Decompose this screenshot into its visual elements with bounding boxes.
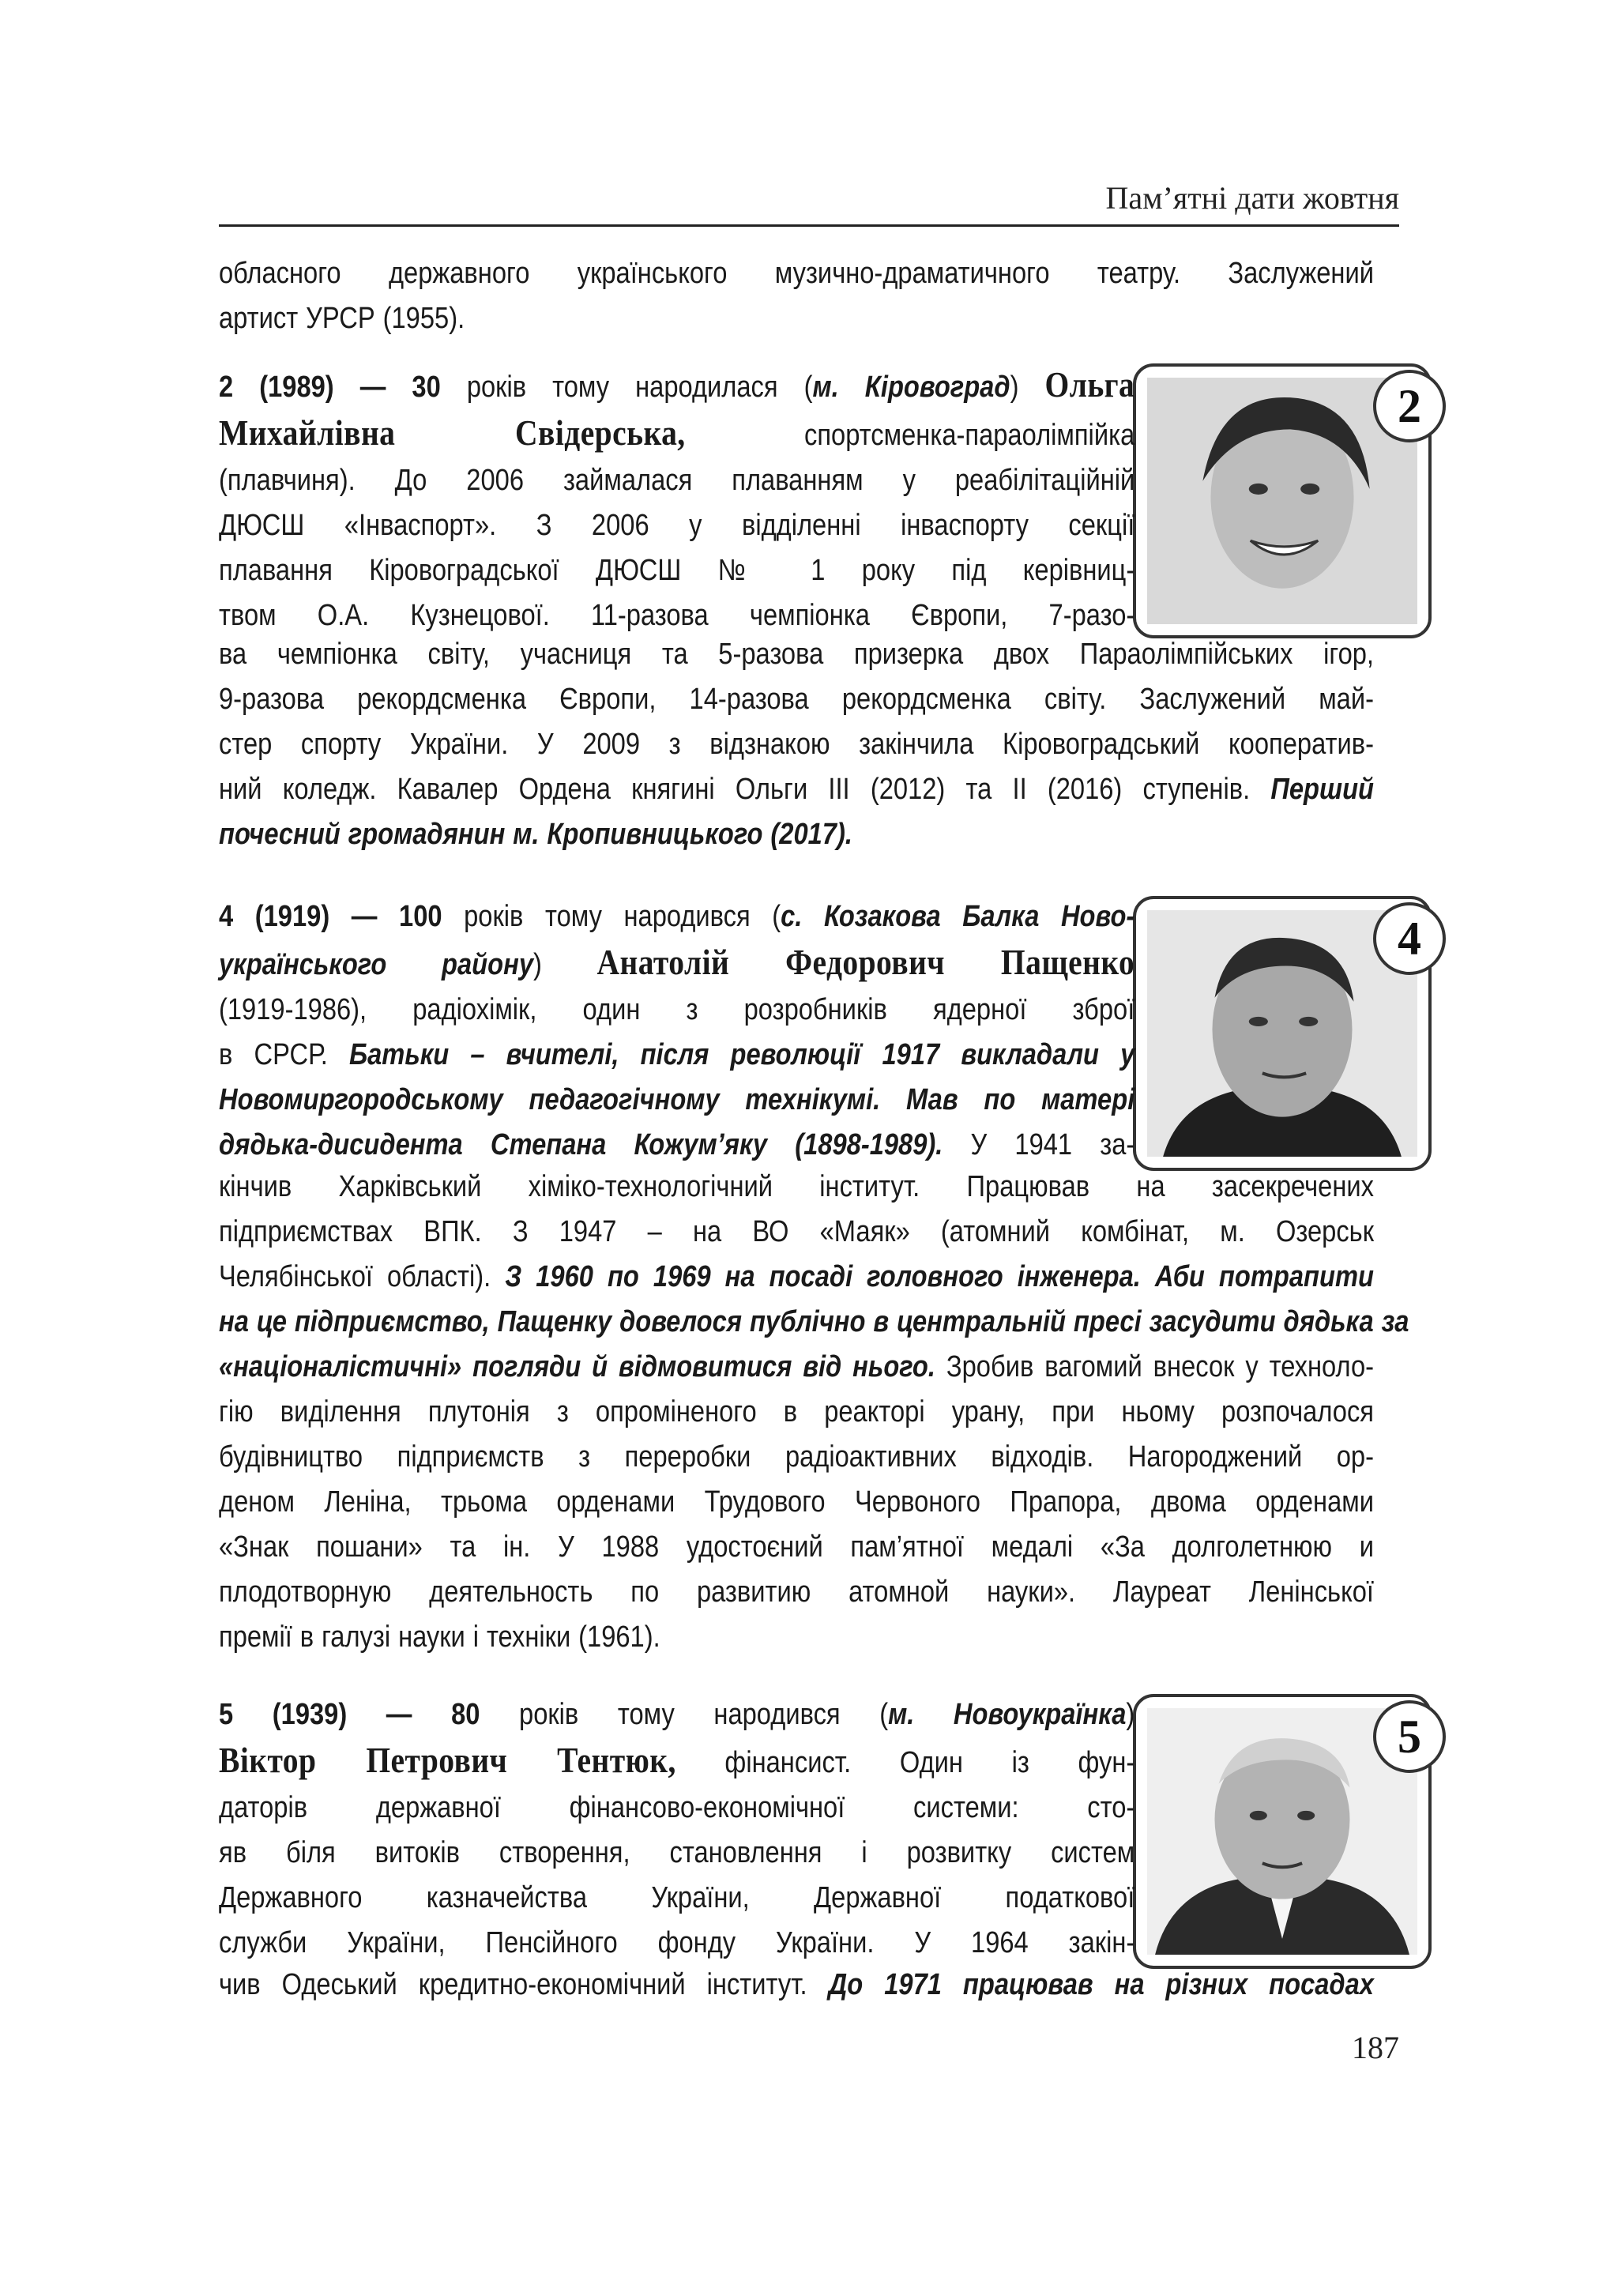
entry-date: 2 (1989) — 30 [219, 371, 441, 404]
text-line: 2 (1989) — 30 років тому народилася (м. Кіровоград) Ольга [219, 364, 1135, 405]
text-line: ДЮСШ «Інваспорт». З 2006 у відділенні інваспорту секції [219, 509, 1135, 542]
date-badge-2: 2 [1373, 370, 1446, 442]
entry-date: 4 (1919) — 100 [219, 900, 442, 933]
text-line: українського району) Анатолій Федорович Пащенко [219, 942, 1135, 982]
text-line: підприємствах ВПК. З 1947 – на ВО «Маяк» (атомний комбінат, м. Озерськ [219, 1215, 1374, 1248]
text-line: Новомиргородському педагогічному технікумі. Мав по матері [219, 1083, 1135, 1116]
text-line: дядька-дисидента Степана Кожум’яку (1898-1989). У 1941 за- [219, 1128, 1135, 1161]
text-line: в СРСР. Батьки – вчителі, після революції 1917 викладали у [219, 1038, 1135, 1071]
text-line: будівництво підприємств з переробки радіоактивних відходів. Нагороджений ор- [219, 1440, 1374, 1474]
text-line: служби України, Пенсійного фонду України. У 1964 закін- [219, 1926, 1135, 1959]
text-line: плодотворную деятельность по развитию атомной науки». Лауреат Ленінської [219, 1575, 1374, 1609]
person-name: Анатолій Федорович Пащенко [596, 942, 1135, 982]
birth-place: с. Козакова Балка Ново- [781, 900, 1135, 933]
entry-4-paragraph [219, 894, 1134, 1168]
text-line: почесний громадянин м. Кропивницького (2017). [219, 818, 852, 851]
text-line: Михайлівна Свідерська, спортсменка-параолімпійка [219, 412, 1135, 453]
birth-place: м. Новоукраїнка [888, 1698, 1127, 1731]
text-line: на це підприємство, Пащенку довелося публічно в центральній пресі засудити дядька за [219, 1305, 1409, 1338]
entry-5-paragraph-continued [219, 1963, 1374, 2008]
text-line: чив Одеський кредитно-економічний інститут. До 1971 працював на різних посадах [219, 1968, 1374, 2001]
text-line: твом О.А. Кузнецової. 11-разова чемпіонка Європи, 7-разо- [219, 599, 1135, 632]
text-line: 9-разова рекордсменка Європи, 14-разова рекордсменка світу. Заслужений май- [219, 683, 1374, 716]
text-line: «Знак пошани» та ін. У 1988 удостоєний пам’ятної медалі «За долголетнюю и [219, 1530, 1374, 1564]
text-line: даторів державної фінансово-економічної системи: сто- [219, 1791, 1135, 1824]
text-line: кінчив Харківський хіміко-технологічний інститут. Працював на засекречених [219, 1170, 1374, 1203]
text-line: плавання Кіровоградської ДЮСШ № 1 року під керівниц- [219, 554, 1135, 587]
text-line: ний коледж. Кавалер Ордена княгині Ольги ІІІ (2012) та ІІ (2016) ступенів. Перший [219, 773, 1374, 806]
text-line: Віктор Петрович Тентюк, фінансист. Один із фун- [219, 1740, 1135, 1780]
birth-place: м. Кіровоград [812, 371, 1010, 404]
text-line: стер спорту України. У 2009 з відзнакою закінчила Кіровоградський кооператив- [219, 728, 1374, 761]
person-name: Ольга [1044, 364, 1135, 405]
entry-2-paragraph [219, 362, 1134, 638]
birth-place: українського району [219, 948, 534, 981]
date-badge-5: 5 [1373, 1700, 1446, 1773]
entry-2-paragraph-continued [219, 632, 1374, 857]
text-line: артист УРСР (1955). [219, 302, 465, 335]
text-line: премії в галузі науки і техніки (1961). [219, 1620, 660, 1654]
text-line: ва чемпіонка світу, учасниця та 5-разова призерка двох Параолімпійських ігор, [219, 638, 1374, 671]
page-number: 187 [1352, 2030, 1399, 2065]
running-header [219, 180, 1399, 227]
text-line: 5 (1939) — 80 років тому народився (м. Новоукраїнка) [219, 1698, 1135, 1731]
text-line: (1919-1986), радіохімік, один з розробників ядерної зброї [219, 993, 1135, 1026]
header-title: Пам’ятні дати жовтня [1105, 180, 1399, 216]
text-line: (плавчиня). До 2006 займалася плаванням у реабілітаційній [219, 464, 1135, 497]
person-name: Михайлівна Свідерська, [219, 412, 686, 453]
intro-paragraph [219, 251, 1374, 341]
text-line: Челябінської області). З 1960 по 1969 на посаді головного інженера. Аби потрапити [219, 1260, 1375, 1293]
text-line: деном Леніна, трьома орденами Трудового Червоного Прапора, двома орденами [219, 1485, 1374, 1519]
person-name: Віктор Петрович Тентюк, [219, 1740, 676, 1780]
text-line: 4 (1919) — 100 років тому народився (с. Козакова Балка Ново- [219, 900, 1135, 933]
entry-4-paragraph-continued [219, 1165, 1409, 1660]
text-line: гію виділення плутонія з опроміненого в реакторі урану, при ньому розпочалося [219, 1395, 1374, 1428]
text-line: обласного державного українського музично-драматичного театру. Заслужений [219, 257, 1374, 290]
entry-5-paragraph [219, 1692, 1134, 1966]
entry-date: 5 (1939) — 80 [219, 1698, 480, 1731]
text-line: «націоналістичні» погляди й відмовитися від нього. Зробив вагомий внесок у техноло- [219, 1350, 1375, 1383]
date-badge-4: 4 [1373, 902, 1446, 975]
text-line: яв біля витоків створення, становлення і розвитку систем [219, 1836, 1135, 1869]
text-line: Державного казначейства України, Державної податкової [219, 1881, 1135, 1914]
